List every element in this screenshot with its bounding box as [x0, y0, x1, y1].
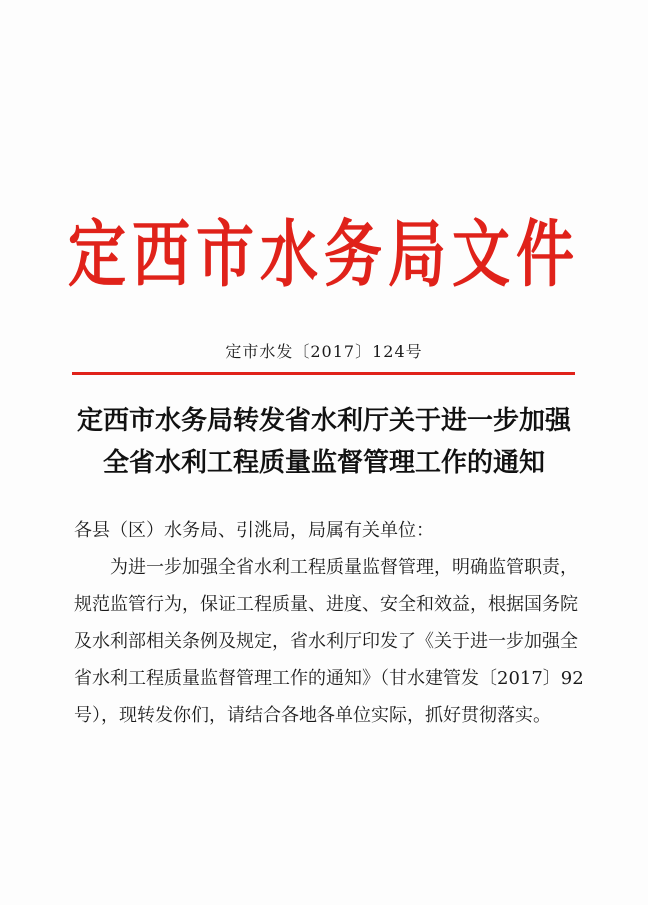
notice-heading [40, 400, 608, 484]
red-divider-line [72, 372, 575, 375]
body-line: 号），现转发你们，请结合各地各单位实际，抓好贯彻落实。 [74, 705, 551, 726]
document-number: 定市水发〔2017〕124号 [225, 342, 423, 361]
notice-body [74, 512, 584, 734]
body-line: 及水利部相关条例及规定，省水利厅印发了《关于进一步加强全 [74, 631, 578, 652]
notice-heading-line-2: 全省水利工程质量监督管理工作的通知 [102, 448, 545, 478]
body-line: 为进一步加强全省水利工程质量监督管理，明确监管职责， [110, 557, 578, 578]
body-line: 规范监管行为，保证工程质量、进度、安全和效益，根据国务院 [74, 594, 578, 615]
notice-heading-line-1: 定西市水务局转发省水利厅关于进一步加强 [76, 406, 571, 436]
masthead-title: 定西市水务局文件 [67, 211, 580, 297]
salutation: 各县（区）水务局、引洮局，局属有关单位： [74, 520, 434, 541]
body-line: 省水利工程质量监督管理工作的通知》（甘水建管发〔2017〕92 [74, 668, 584, 689]
